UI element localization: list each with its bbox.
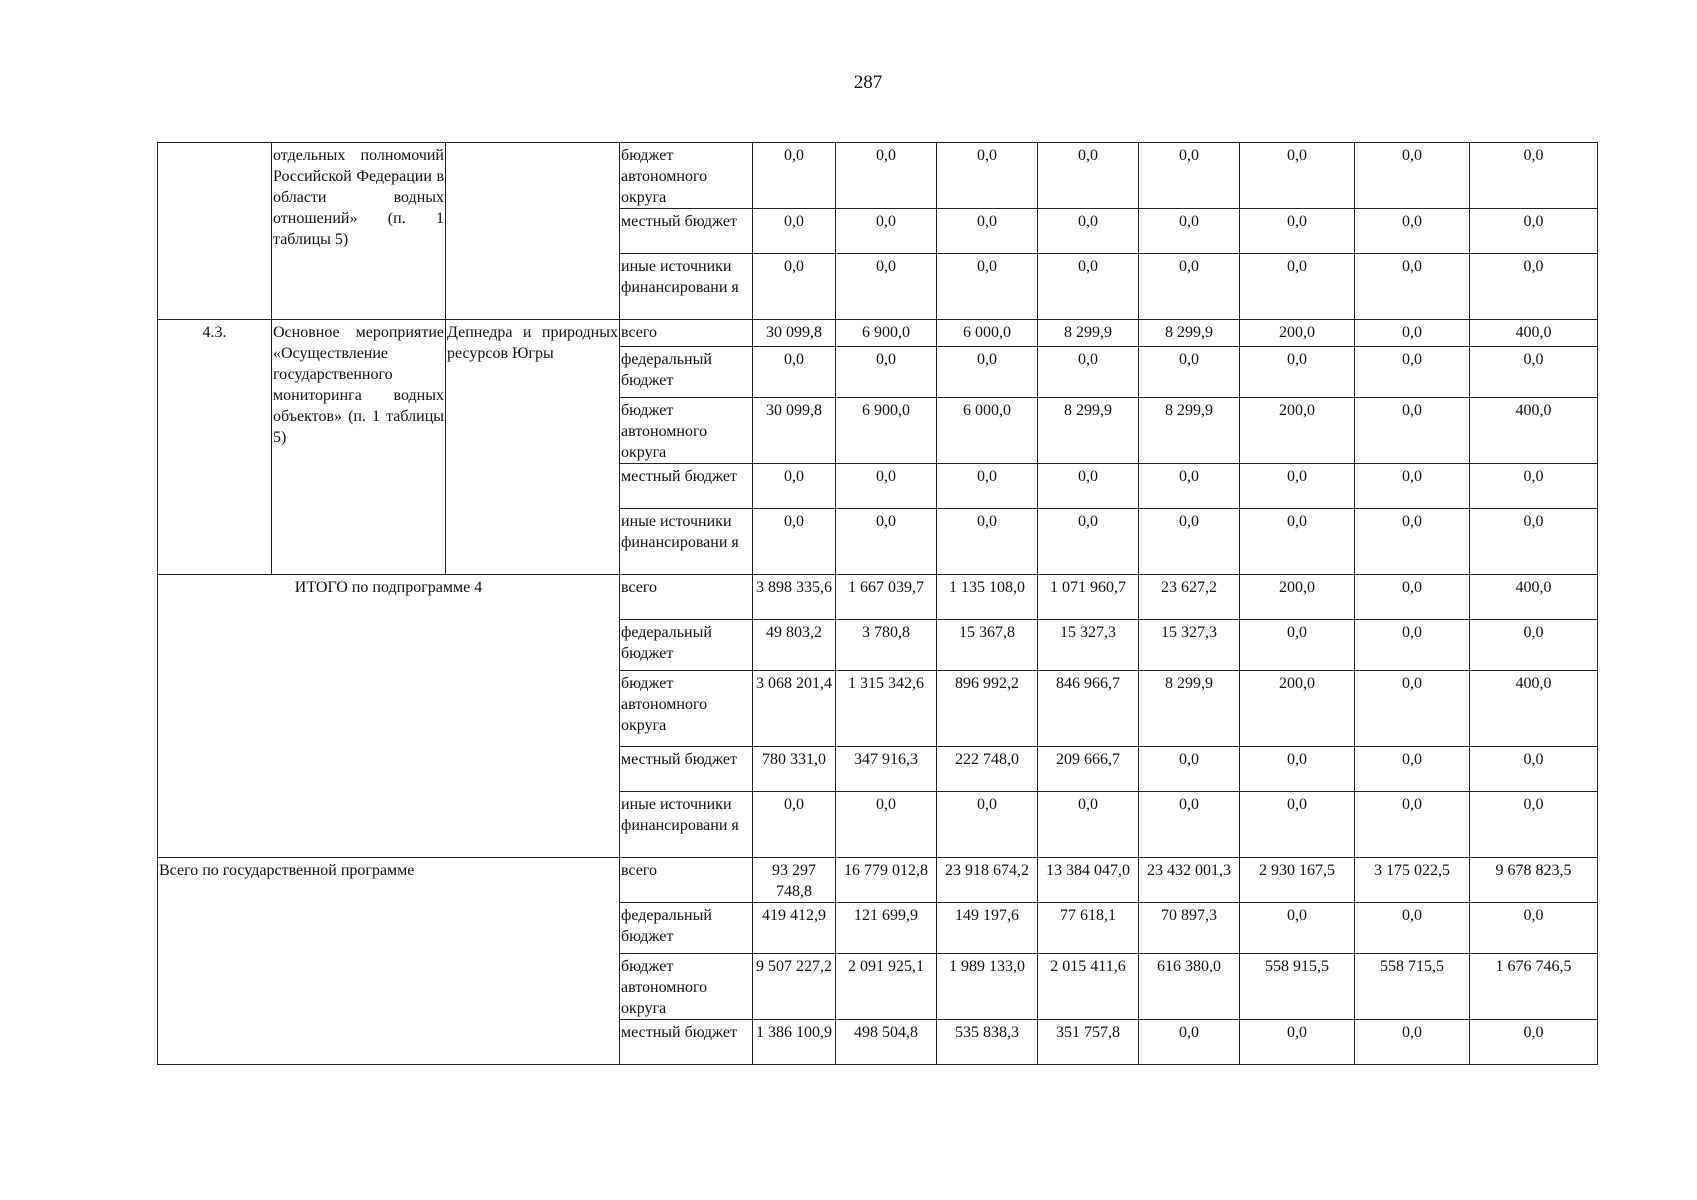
value-cell: 77 618,1 <box>1038 903 1139 954</box>
value-cell: 400,0 <box>1470 320 1598 347</box>
value-cell: 8 299,9 <box>1139 671 1240 747</box>
value-cell: 30 099,8 <box>753 320 836 347</box>
value-cell: 200,0 <box>1240 671 1355 747</box>
value-cell: 0,0 <box>1139 347 1240 398</box>
value-cell: 0,0 <box>1240 347 1355 398</box>
value-cell: 3 068 201,4 <box>753 671 836 747</box>
value-cell: 9 678 823,5 <box>1470 858 1598 903</box>
value-cell: 0,0 <box>1470 509 1598 575</box>
value-cell: 0,0 <box>937 347 1038 398</box>
value-cell: 400,0 <box>1470 671 1598 747</box>
value-cell: 351 757,8 <box>1038 1020 1139 1065</box>
value-cell: 16 779 012,8 <box>836 858 937 903</box>
funding-source-label: иные источники финансировани я <box>620 254 753 320</box>
funding-source-label: бюджет автономного округа <box>620 143 753 209</box>
value-cell: 0,0 <box>1355 671 1470 747</box>
funding-source-label: местный бюджет <box>620 464 753 509</box>
value-cell: 149 197,6 <box>937 903 1038 954</box>
funding-source-label: всего <box>620 575 753 620</box>
value-cell: 0,0 <box>1355 398 1470 464</box>
value-cell: 0,0 <box>753 143 836 209</box>
value-cell: 780 331,0 <box>753 747 836 792</box>
value-cell: 13 384 047,0 <box>1038 858 1139 903</box>
value-cell: 0,0 <box>836 792 937 858</box>
value-cell: 0,0 <box>1470 254 1598 320</box>
value-cell: 200,0 <box>1240 320 1355 347</box>
funding-source-label: федеральный бюджет <box>620 620 753 671</box>
value-cell: 0,0 <box>1038 347 1139 398</box>
value-cell: 0,0 <box>937 464 1038 509</box>
value-cell: 0,0 <box>1240 792 1355 858</box>
value-cell: 6 000,0 <box>937 398 1038 464</box>
value-cell: 8 299,9 <box>1139 320 1240 347</box>
value-cell: 1 989 133,0 <box>937 954 1038 1020</box>
value-cell: 1 135 108,0 <box>937 575 1038 620</box>
value-cell: 0,0 <box>1355 209 1470 254</box>
value-cell: 0,0 <box>1139 792 1240 858</box>
value-cell: 6 000,0 <box>937 320 1038 347</box>
executor-cell: Депнедра и природных ресурсов Югры <box>446 320 620 575</box>
value-cell: 846 966,7 <box>1038 671 1139 747</box>
value-cell: 0,0 <box>1240 903 1355 954</box>
value-cell: 0,0 <box>836 143 937 209</box>
executor-cell <box>446 143 620 320</box>
index-cell <box>158 143 272 320</box>
value-cell: 0,0 <box>1355 747 1470 792</box>
value-cell: 0,0 <box>1355 575 1470 620</box>
value-cell: 0,0 <box>1139 509 1240 575</box>
value-cell: 8 299,9 <box>1038 320 1139 347</box>
value-cell: 0,0 <box>1470 792 1598 858</box>
value-cell: 0,0 <box>1038 209 1139 254</box>
funding-source-label: бюджет автономного округа <box>620 954 753 1020</box>
value-cell: 15 327,3 <box>1038 620 1139 671</box>
value-cell: 0,0 <box>1470 1020 1598 1065</box>
activity-index: 4.3. <box>158 320 272 575</box>
value-cell: 8 299,9 <box>1038 398 1139 464</box>
value-cell: 0,0 <box>1470 347 1598 398</box>
value-cell: 6 900,0 <box>836 398 937 464</box>
value-cell: 0,0 <box>1139 464 1240 509</box>
value-cell: 8 299,9 <box>1139 398 1240 464</box>
value-cell: 0,0 <box>937 209 1038 254</box>
subtotal-title: ИТОГО по подпрограмме 4 <box>158 575 620 858</box>
value-cell: 93 297 748,8 <box>753 858 836 903</box>
value-cell: 2 015 411,6 <box>1038 954 1139 1020</box>
value-cell: 23 432 001,3 <box>1139 858 1240 903</box>
value-cell: 896 992,2 <box>937 671 1038 747</box>
value-cell: 0,0 <box>1038 509 1139 575</box>
value-cell: 0,0 <box>836 254 937 320</box>
value-cell: 0,0 <box>1240 620 1355 671</box>
value-cell: 0,0 <box>1038 464 1139 509</box>
value-cell: 0,0 <box>937 254 1038 320</box>
value-cell: 0,0 <box>836 509 937 575</box>
value-cell: 0,0 <box>1470 464 1598 509</box>
value-cell: 0,0 <box>937 509 1038 575</box>
value-cell: 0,0 <box>1355 620 1470 671</box>
value-cell: 0,0 <box>937 143 1038 209</box>
table-row <box>158 575 1598 620</box>
value-cell: 0,0 <box>1240 1020 1355 1065</box>
activity-description: отдельных полномочий Российской Федерации в области водных отношений» (п. 1 таблицы 5) <box>272 143 446 320</box>
value-cell: 23 918 674,2 <box>937 858 1038 903</box>
page-number: 287 <box>853 72 883 93</box>
value-cell: 15 327,3 <box>1139 620 1240 671</box>
value-cell: 0,0 <box>1355 509 1470 575</box>
value-cell: 0,0 <box>1240 209 1355 254</box>
funding-source-label: бюджет автономного округа <box>620 398 753 464</box>
value-cell: 0,0 <box>1470 209 1598 254</box>
value-cell: 400,0 <box>1470 575 1598 620</box>
value-cell: 0,0 <box>1240 464 1355 509</box>
value-cell: 0,0 <box>1470 747 1598 792</box>
value-cell: 616 380,0 <box>1139 954 1240 1020</box>
value-cell: 3 780,8 <box>836 620 937 671</box>
value-cell: 0,0 <box>1470 143 1598 209</box>
value-cell: 0,0 <box>1355 792 1470 858</box>
funding-source-label: федеральный бюджет <box>620 903 753 954</box>
value-cell: 0,0 <box>1470 620 1598 671</box>
value-cell: 1 071 960,7 <box>1038 575 1139 620</box>
value-cell: 0,0 <box>1038 792 1139 858</box>
value-cell: 0,0 <box>1240 509 1355 575</box>
funding-source-label: всего <box>620 858 753 903</box>
value-cell: 2 091 925,1 <box>836 954 937 1020</box>
value-cell: 0,0 <box>1139 209 1240 254</box>
funding-source-label: федеральный бюджет <box>620 347 753 398</box>
value-cell: 0,0 <box>1355 320 1470 347</box>
value-cell: 0,0 <box>836 464 937 509</box>
value-cell: 1 676 746,5 <box>1470 954 1598 1020</box>
value-cell: 0,0 <box>1038 254 1139 320</box>
value-cell: 49 803,2 <box>753 620 836 671</box>
value-cell: 3 898 335,6 <box>753 575 836 620</box>
funding-source-label: иные источники финансировани я <box>620 509 753 575</box>
value-cell: 2 930 167,5 <box>1240 858 1355 903</box>
value-cell: 0,0 <box>1240 254 1355 320</box>
funding-source-label: местный бюджет <box>620 209 753 254</box>
value-cell: 0,0 <box>1355 1020 1470 1065</box>
value-cell: 0,0 <box>1139 747 1240 792</box>
value-cell: 30 099,8 <box>753 398 836 464</box>
value-cell: 0,0 <box>1355 143 1470 209</box>
value-cell: 0,0 <box>1139 143 1240 209</box>
value-cell: 1 386 100,9 <box>753 1020 836 1065</box>
value-cell: 558 715,5 <box>1355 954 1470 1020</box>
value-cell: 0,0 <box>1038 143 1139 209</box>
value-cell: 222 748,0 <box>937 747 1038 792</box>
value-cell: 6 900,0 <box>836 320 937 347</box>
value-cell: 0,0 <box>753 347 836 398</box>
value-cell: 209 666,7 <box>1038 747 1139 792</box>
value-cell: 9 507 227,2 <box>753 954 836 1020</box>
value-cell: 1 315 342,6 <box>836 671 937 747</box>
value-cell: 0,0 <box>753 509 836 575</box>
funding-source-label: бюджет автономного округа <box>620 671 753 747</box>
value-cell: 0,0 <box>1355 347 1470 398</box>
value-cell: 498 504,8 <box>836 1020 937 1065</box>
value-cell: 70 897,3 <box>1139 903 1240 954</box>
value-cell: 3 175 022,5 <box>1355 858 1470 903</box>
table-row <box>158 858 1598 903</box>
value-cell: 0,0 <box>1240 143 1355 209</box>
value-cell: 0,0 <box>753 464 836 509</box>
activity-description: Основное мероприятие «Осуществление государственного мониторинга водных объектов» (п. 1 таблицы 5) <box>272 320 446 575</box>
value-cell: 0,0 <box>1139 1020 1240 1065</box>
value-cell: 15 367,8 <box>937 620 1038 671</box>
table-row <box>158 143 1598 209</box>
value-cell: 0,0 <box>753 209 836 254</box>
value-cell: 0,0 <box>1139 254 1240 320</box>
funding-source-label: иные источники финансировани я <box>620 792 753 858</box>
budget-table <box>157 142 1598 1065</box>
value-cell: 0,0 <box>836 347 937 398</box>
value-cell: 0,0 <box>1470 903 1598 954</box>
value-cell: 0,0 <box>753 792 836 858</box>
value-cell: 535 838,3 <box>937 1020 1038 1065</box>
value-cell: 23 627,2 <box>1139 575 1240 620</box>
value-cell: 419 412,9 <box>753 903 836 954</box>
grand-total-title: Всего по государственной программе <box>158 858 620 1065</box>
value-cell: 0,0 <box>1240 747 1355 792</box>
value-cell: 121 699,9 <box>836 903 937 954</box>
value-cell: 1 667 039,7 <box>836 575 937 620</box>
value-cell: 200,0 <box>1240 398 1355 464</box>
value-cell: 558 915,5 <box>1240 954 1355 1020</box>
funding-source-label: местный бюджет <box>620 747 753 792</box>
value-cell: 200,0 <box>1240 575 1355 620</box>
value-cell: 400,0 <box>1470 398 1598 464</box>
value-cell: 0,0 <box>1355 903 1470 954</box>
value-cell: 0,0 <box>937 792 1038 858</box>
value-cell: 0,0 <box>1355 254 1470 320</box>
value-cell: 347 916,3 <box>836 747 937 792</box>
table-body <box>158 143 1598 1065</box>
value-cell: 0,0 <box>836 209 937 254</box>
table-row <box>158 320 1598 347</box>
value-cell: 0,0 <box>753 254 836 320</box>
funding-source-label: местный бюджет <box>620 1020 753 1065</box>
funding-source-label: всего <box>620 320 753 347</box>
value-cell: 0,0 <box>1355 464 1470 509</box>
